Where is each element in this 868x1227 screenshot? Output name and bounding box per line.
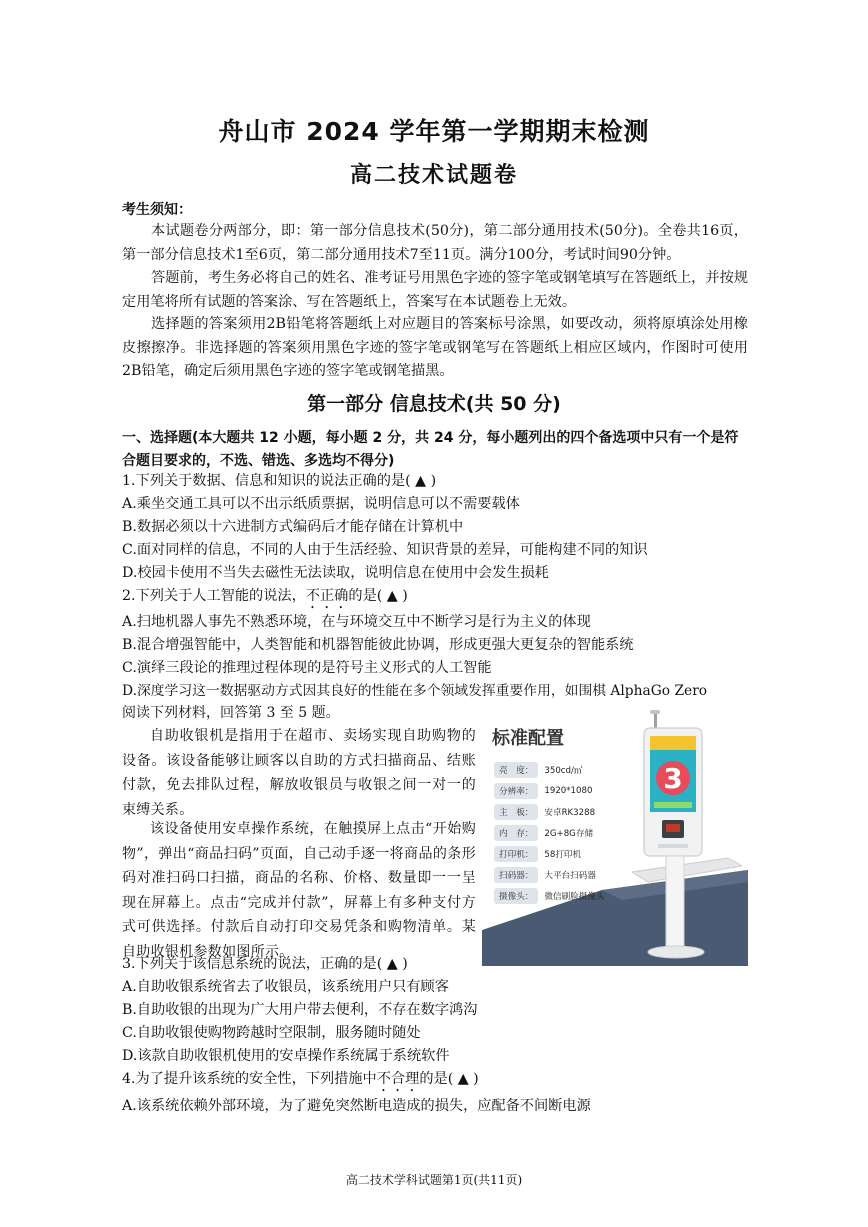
section-title: 第一部分 信息技术(共 50 分) bbox=[307, 393, 561, 415]
q4-stem-before: 4.为了提升该系统的安全性，下列措施中 bbox=[122, 1071, 377, 1087]
material-intro: 阅读下列材料，回答第 3 至 5 题。 bbox=[122, 705, 340, 721]
notice-paragraph-3: 选择题的答案须用2B铅笔将答题纸上对应题目的答案标号涂黑，如要改动，须将原填涂处用橡皮擦擦净。非选择题的答案须用黑色字迹的签字笔或钢笔写在答题纸上相应区域内，作图时可使用2B铅笔，确定后须用黑色字迹的签字笔或钢笔描黑。 bbox=[122, 316, 748, 379]
q1-option-d: D.校园卡使用不当失去磁性无法读取，说明信息在使用中会发生损耗 bbox=[122, 565, 549, 581]
spec-value: 1920*1080 bbox=[544, 786, 593, 796]
material-paragraph-1: 自助收银机是指用于在超市、卖场实现自助购物的设备。该设备能够让顾客以自助的方式扫描商品、结账付款，免去排队过程，解放收银员与收银之间一对一的束缚关系。 bbox=[122, 728, 476, 818]
spec-row-memory bbox=[494, 825, 593, 841]
material-paragraph-2: 该设备使用安卓操作系统，在触摸屏上点击“开始购物”，弹出“商品扫码”页面，自己动手逐一将商品的条形码对准扫码口扫描，商品的名称、价格、数量即一一呈现在屏幕上。点击“完成并付款”，屏幕上有多种支付方式可供选择。付款后自动打印交易凭条和购物清单。某自助收银机参数如图所示。 bbox=[122, 821, 476, 960]
notice-heading: 考生须知： bbox=[122, 202, 192, 218]
figure-title: 标准配置 bbox=[492, 728, 564, 749]
notice-paragraph-2: 答题前，考生务必将自己的姓名、准考证号用黑色字迹的签字笔或钢笔填写在答题纸上，并按规定用笔将所有试题的答案涂、写在答题纸上，答案写在本试题卷上无效。 bbox=[122, 270, 748, 310]
spec-value: 2G+8G存储 bbox=[544, 829, 594, 839]
spec-key: 打印机： bbox=[494, 846, 538, 862]
q2-option-b: B.混合增强智能中，人类智能和机器智能彼此协调，形成更强大更复杂的智能系统 bbox=[122, 637, 634, 653]
spec-row-board bbox=[494, 804, 595, 820]
screen-digit: 3 bbox=[663, 762, 683, 795]
spec-key: 亮 度： bbox=[494, 762, 538, 778]
q2-option-a: A.扫地机器人事先不熟悉环境，在与环境交互中不断学习是行为主义的体现 bbox=[122, 614, 591, 630]
q4-option-a: A.该系统依赖外部环境，为了避免突然断电造成的损失，应配备不间断电源 bbox=[122, 1098, 591, 1114]
q2-option-d: D.深度学习这一数据驱动方式因其良好的性能在多个领域发挥重要作用，如围棋 AlphaGo Zero bbox=[122, 683, 708, 699]
spec-row-scanner bbox=[494, 867, 596, 883]
spec-key: 内 存： bbox=[494, 825, 538, 841]
spec-key: 摄像头： bbox=[494, 888, 538, 904]
spec-value: 350cd/㎡ bbox=[544, 766, 583, 776]
spec-value: 安卓RK3288 bbox=[544, 808, 596, 818]
page-footer: 高二技术学科试题第1页(共11页) bbox=[345, 1173, 523, 1187]
q1-option-c: C.面对同样的信息，不同的人由于生活经验、知识背景的差异，可能构建不同的知识 bbox=[122, 542, 648, 558]
spec-value: 58打印机 bbox=[544, 850, 582, 860]
q2-stem-after: 的是( ▲ ) bbox=[348, 588, 408, 604]
q1-option-a: A.乘坐交通工具可以不出示纸质票据，说明信息可以不需要载体 bbox=[122, 496, 520, 512]
q3-option-c: C.自助收银使购物跨越时空限制，服务随时随处 bbox=[122, 1025, 421, 1041]
q2-option-c: C.演绎三段论的推理过程体现的是符号主义形式的人工智能 bbox=[122, 660, 492, 676]
exam-subtitle: 高二技术试题卷 bbox=[349, 163, 518, 188]
spec-key: 扫码器： bbox=[494, 867, 538, 883]
spec-row-printer bbox=[494, 846, 581, 862]
exam-title: 舟山市 2024 学年第一学期期末检测 bbox=[218, 117, 650, 146]
q3-option-d: D.该款自助收银机使用的安卓操作系统属于系统软件 bbox=[122, 1048, 450, 1064]
spec-row-camera bbox=[494, 888, 605, 904]
q1-stem: 1.下列关于数据、信息和知识的说法正确的是( ▲ ) bbox=[122, 473, 437, 489]
q2-stem-before: 2.下列关于人工智能的说法， bbox=[122, 588, 306, 604]
spec-row-resolution bbox=[494, 783, 592, 799]
kiosk-figure bbox=[482, 710, 748, 966]
q3-stem: 3.下列关于该信息系统的说法，正确的是( ▲ ) bbox=[122, 956, 408, 972]
q4-stem-emphasis: 不合理 bbox=[376, 1071, 420, 1087]
spec-row-brightness bbox=[494, 762, 582, 778]
spec-key: 分辨率： bbox=[494, 783, 538, 799]
q3-option-b: B.自助收银的出现为广大用户带去便利，不存在数字鸿沟 bbox=[122, 1002, 478, 1018]
q4-stem bbox=[122, 1069, 479, 1095]
q3-option-a: A.自助收银系统省去了收银员，该系统用户只有顾客 bbox=[122, 979, 449, 995]
q2-stem bbox=[122, 586, 408, 612]
kiosk-machine bbox=[632, 710, 742, 966]
q4-stem-after: 的是( ▲ ) bbox=[419, 1071, 479, 1087]
spec-value: 微信刷脸摄像头 bbox=[544, 892, 605, 902]
choice-heading: 一、选择题(本大题共 12 小题，每小题 2 分，共 24 分，每小题列出的四个备选项中只有一个是符合题目要求的，不选、错选、多选均不得分) bbox=[122, 430, 739, 469]
notice-paragraph-1: 本试题卷分两部分，即：第一部分信息技术(50分)，第二部分通用技术(50分)。全卷共16页，第一部分信息技术1至6页，第二部分通用技术7至11页。满分100分，考试时间90分钟。 bbox=[122, 223, 748, 263]
spec-value: 大平台扫码器 bbox=[544, 871, 596, 881]
q2-stem-emphasis: 不正确 bbox=[305, 588, 349, 604]
spec-key: 主 板： bbox=[494, 804, 538, 820]
q1-option-b: B.数据必须以十六进制方式编码后才能存储在计算机中 bbox=[122, 519, 464, 535]
